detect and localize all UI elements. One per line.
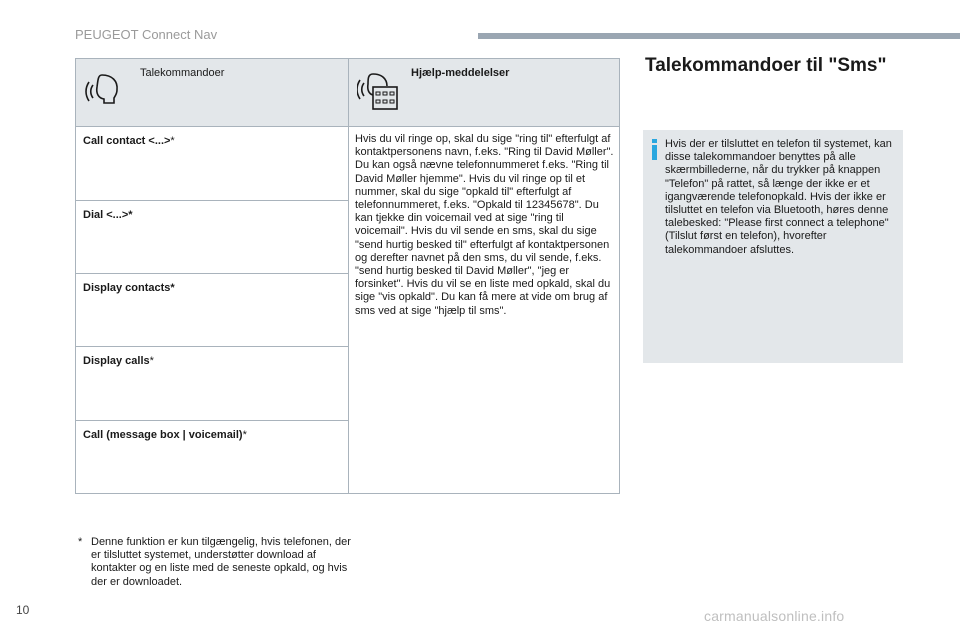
- column-divider: [348, 59, 349, 493]
- voice-command-table: [75, 58, 620, 494]
- command-label: Call contact <...>: [83, 135, 171, 147]
- info-box: [643, 130, 903, 363]
- command-row: [76, 201, 348, 274]
- speaking-head-keypad-icon: [357, 71, 401, 118]
- command-row: [76, 421, 348, 493]
- help-column-label: Hjælp-meddelelser: [411, 67, 510, 79]
- command-label: Dial <...>*: [83, 209, 133, 221]
- command-label: Display contacts*: [83, 282, 175, 294]
- footnote-star: *: [242, 429, 247, 441]
- info-icon: [652, 139, 657, 160]
- table-header-help: [349, 59, 619, 127]
- command-row: [76, 127, 348, 201]
- footnote-mark: *: [78, 536, 83, 548]
- page-number: 10: [16, 603, 30, 617]
- footnote-star: *: [149, 355, 154, 367]
- command-row: [76, 274, 348, 347]
- footnote-star: *: [170, 135, 175, 147]
- footnote: [78, 536, 358, 589]
- header-title: PEUGEOT Connect Nav: [75, 27, 218, 42]
- command-label: Display calls: [83, 355, 150, 367]
- commands-column-label: Talekommandoer: [140, 67, 225, 79]
- info-text: Hvis der er tilsluttet en telefon til systemet, kan disse talekommandoer benyttes på alle skærmbillederne, når du trykker på knappen "Telefon" på rattet, så længe der ikke er et igangværende telefonopkald. Hvis der ikke er tilsluttet en telefon via Bluetooth, høres denne talebesked: "Please first connect a telephone" (Tilslut først en telefon), hvorefter talekommandoer afsluttes.: [665, 138, 892, 256]
- header-bar: [478, 33, 960, 39]
- section-title: Talekommandoer til "Sms": [645, 55, 887, 76]
- table-header-commands: [76, 59, 348, 127]
- command-row: [76, 347, 348, 421]
- help-messages-text: Hvis du vil ringe op, skal du sige "ring til" efterfulgt af kontaktpersonens navn, f.eks. "Ring til David Møller". Du kan også nævne telefonnummeret f.eks. "Ring til David Møller hjemme". Hvis du vil ringe op til et nummer, skal du sige "opkald til" efterfulgt af telefonnummeret, f.eks. "Opkald til 12345678". Du kan tjekke din voicemail ved at sige "ring til voicemail". Hvis du vil sende en sms, skal du sige "send hurtig besked til" efterfulgt af kontaktpersonen og derefter navnet på den sms, du vil sende, f.eks. "send hurtig besked til David Møller", "jeg er forsinket". Hvis du vil se en liste med opkald, skal du sige "vis opkald". Du kan få mere at vide om brug af sms ved at sige "hjælp til sms".: [355, 133, 614, 317]
- watermark: carmanualsonline.info: [704, 608, 845, 624]
- footnote-text: Denne funktion er kun tilgængelig, hvis telefonen, der er tilsluttet systemet, understøtter download af kontakter og en liste med de seneste opkald, og hvis der er downloadet.: [91, 536, 351, 588]
- command-label: Call (message box | voicemail): [83, 429, 243, 441]
- speaking-head-icon: [84, 71, 124, 116]
